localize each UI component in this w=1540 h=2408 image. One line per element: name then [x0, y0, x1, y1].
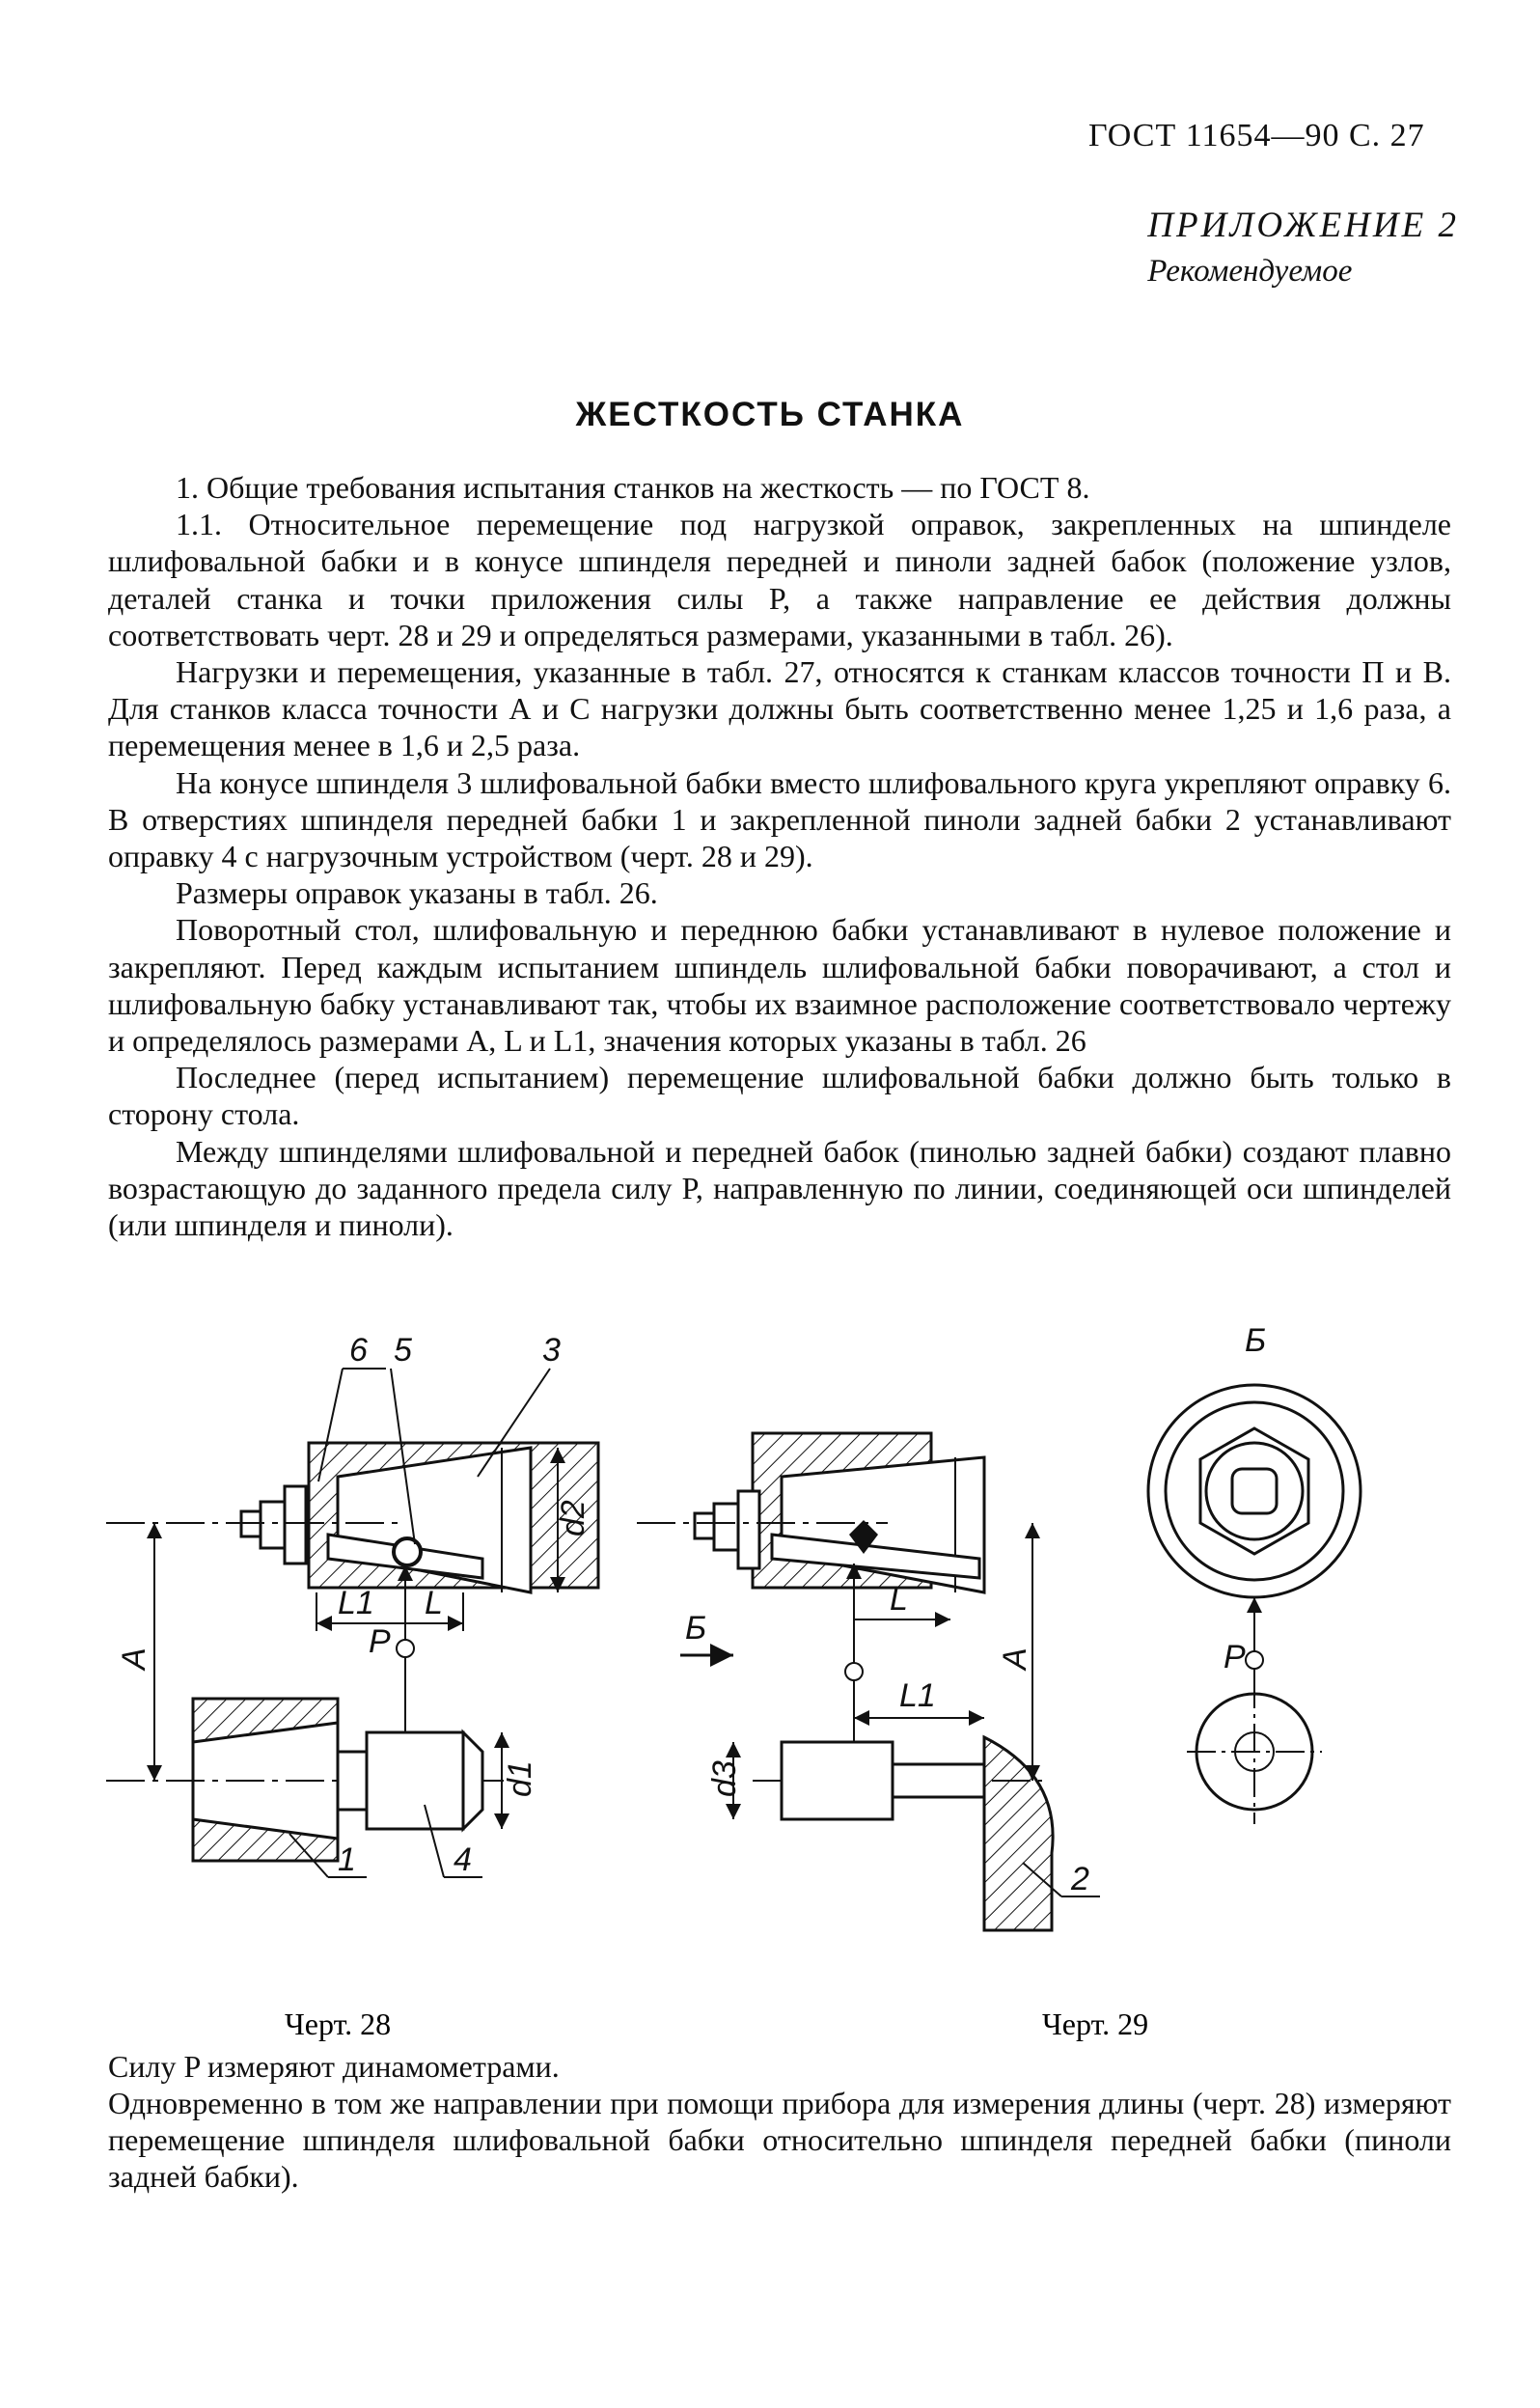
closing-text: [108, 2048, 1451, 2195]
fig29-label-d3: d3: [706, 1760, 743, 1797]
appendix-block: [1147, 205, 1459, 290]
paragraph: 1.1. Относительное перемещение под нагрузкой оправок, закрепленных на шпинделе шлифовальной бабки и в конусе шпинделя передней и пиноли задней бабок (положение узлов, деталей станка и точки приложения силы P, а также направление ее действия должны соответствовать черт. 28 и 29 и определяться размерами, указанными в табл. 26).: [108, 507, 1451, 652]
fig28-label-1: 1: [338, 1841, 356, 1878]
fig28-label-L: L: [425, 1585, 443, 1621]
fig28-caption: Черт. 28: [285, 2007, 392, 2041]
viewB-title: Б: [1245, 1322, 1267, 1359]
paragraph: Поворотный стол, шлифовальную и переднюю бабки устанавливают в нулевое положение и закрепляют. Перед каждым испытанием шпиндель шлифовальной бабки поворачивают, а стол и шлифовальную бабку устанавливают так, чтобы их взаимное расположение соответствовало чертежу и определялось размерами A, L и L1, значения которых указаны в табл. 26: [108, 912, 1451, 1059]
fig28-label-5: 5: [394, 1332, 412, 1369]
fig29-label-2: 2: [1071, 1861, 1089, 1897]
fig29-drawing: [637, 1433, 1100, 1930]
fig28-label-L1: L1: [338, 1585, 374, 1621]
paragraph: Последнее (перед испытанием) перемещение шлифовальной бабки должно быть только в сторону стола.: [108, 1060, 1451, 1132]
paragraph: Между шпинделями шлифовальной и передней бабок (пинолью задней бабки) создают плавно возрастающую до заданного предела силу P, направленную по линии, соединяющей оси шпинделей (или шпинделя и пиноли).: [108, 1133, 1451, 1243]
viewB-label-P: P: [1224, 1639, 1246, 1675]
body-text: [108, 469, 1451, 1243]
appendix-label: ПРИЛОЖЕНИЕ 2: [1147, 206, 1459, 245]
fig29-label-B: Б: [685, 1610, 707, 1647]
appendix-status: Рекомендуемое: [1147, 254, 1353, 289]
document-title: ЖЕСТКОСТЬ СТАНКА: [575, 396, 965, 433]
fig29-label-L: L: [890, 1581, 908, 1618]
fig28-drawing: [106, 1332, 598, 1878]
paragraph: Размеры оправок указаны в табл. 26.: [176, 875, 658, 911]
fig28-label-3: 3: [542, 1332, 561, 1369]
fig28-label-d1: d1: [502, 1760, 538, 1797]
fig28-label-A: A: [116, 1647, 152, 1670]
page-header: ГОСТ 11654—90 С. 27: [1088, 118, 1425, 153]
closing-paragraph: Силу P измеряют динамометрами.: [108, 2049, 560, 2084]
fig28-label-P: P: [369, 1623, 391, 1660]
fig29-caption: Черт. 29: [1042, 2007, 1149, 2041]
paragraph: На конусе шпинделя 3 шлифовальной бабки вместо шлифовального круга укрепляют оправку 6. В отверстиях шпинделя передней бабки 1 и закрепленной пиноли задней бабки 2 устанавливают оправку 4 с нагрузочным устройством (черт. 28 и 29).: [108, 764, 1451, 874]
closing-paragraph: Одновременно в том же направлении при помощи прибора для измерения длины (черт. 28) измеряют перемещение шпинделя шлифовальной бабки относительно шпинделя передней бабки (пиноли задней бабки).: [108, 2086, 1451, 2194]
fig29-label-L1: L1: [899, 1677, 936, 1714]
fig28-label-4: 4: [454, 1841, 472, 1878]
paragraph: Нагрузки и перемещения, указанные в табл. 27, относятся к станкам классов точности П и В. Для станков класса точности А и С нагрузки должны быть соответственно менее 1,25 и 1,6 раза, а перемещения менее в 1,6 и 2,5 раза.: [108, 654, 1451, 763]
fig28-label-6: 6: [349, 1332, 368, 1369]
paragraph: 1. Общие требования испытания станков на жесткость — по ГОСТ 8.: [176, 470, 1090, 505]
fig28-label-d2: d2: [555, 1500, 591, 1536]
viewB-drawing: [1148, 1322, 1361, 1824]
fig29-label-A: A: [997, 1647, 1033, 1670]
figures-area: [96, 1313, 1467, 2046]
